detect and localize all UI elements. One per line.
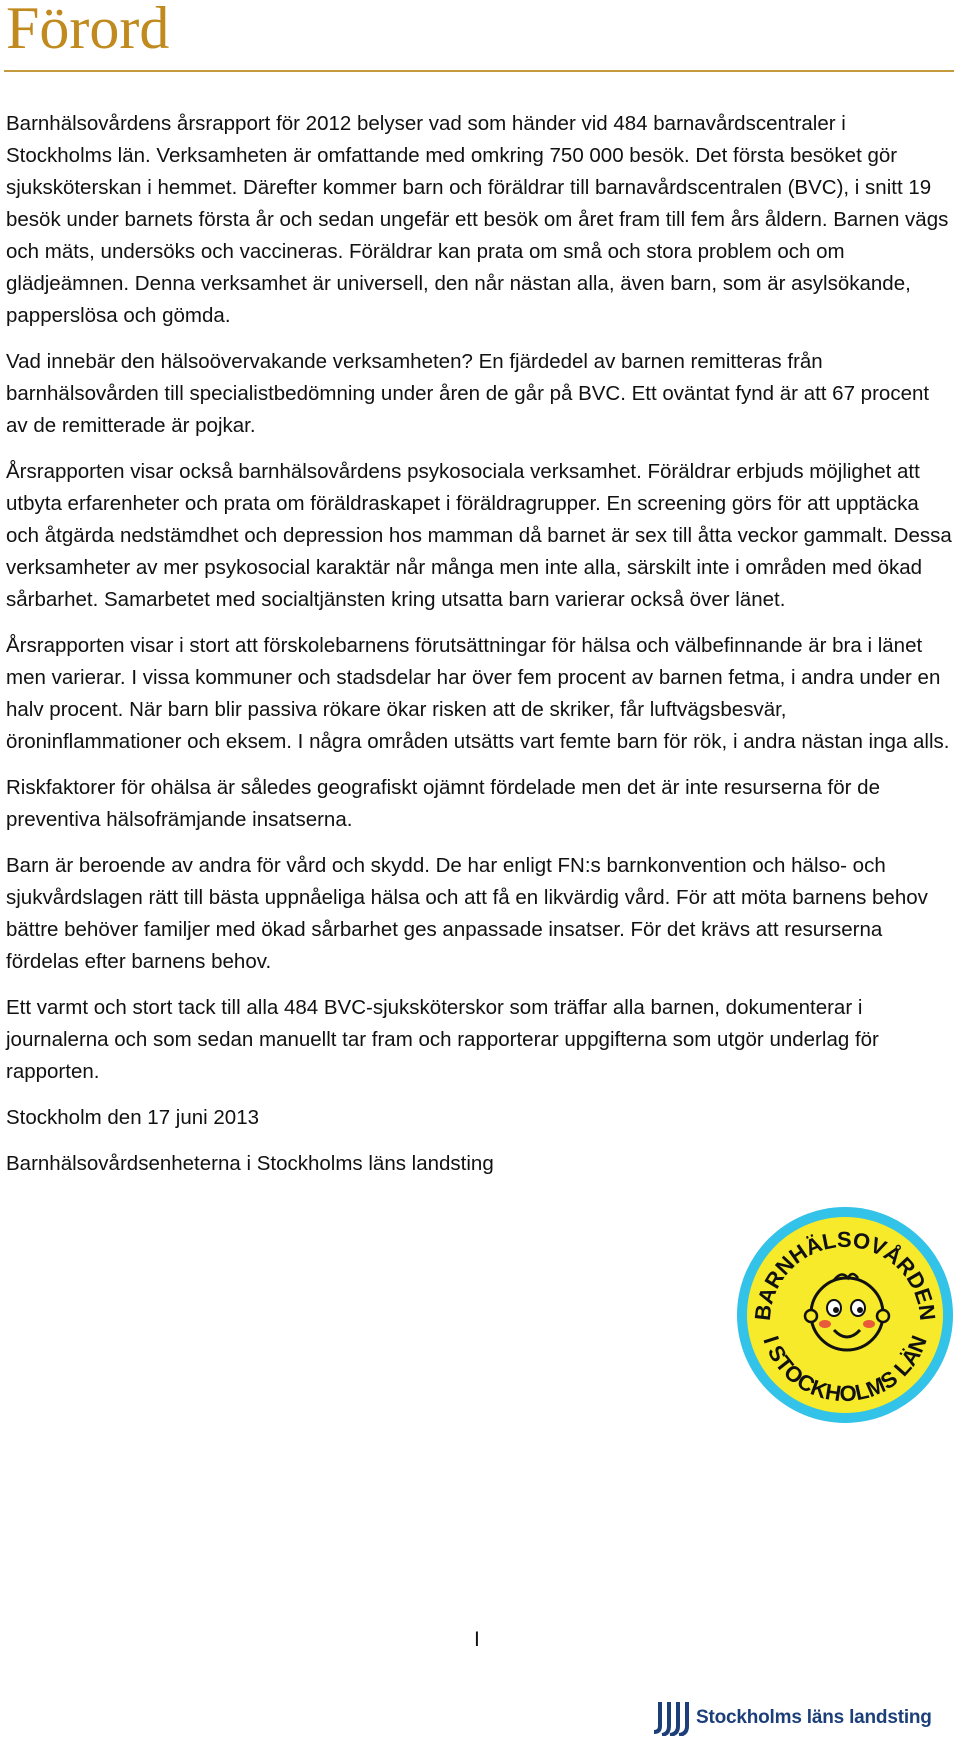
foreword-body [6, 108, 956, 1194]
paragraph-psychosocial: Årsrapporten visar också barnhälsovårdens psykosociala verksamhet. Föräldrar erbjuds möjlighet att utbyta erfarenheter och prata om föräldraskapet i föräldragrupper. En screening görs för att upptäcka och åtgärda nedstämdhet och depression hos mamman då barnet är sex till åtta veckor gammalt. Dessa verksamheter av mer psykosocial karaktär når många men inte alla, särskilt inte i områden med ökad sårbarhet. Samarbetet med socialtjänsten kring utsatta barn varierar också över länet. [6, 460, 952, 611]
logo-bottom-text: I STOCKHOLMS LÄN [758, 1332, 932, 1407]
barnhalsovarden-logo [734, 1204, 956, 1426]
page-number: I [474, 1628, 480, 1651]
page-title: Förord [6, 0, 170, 61]
paragraph-child-rights: Barn är beroende av andra för vård och skydd. De har enligt FN:s barnkonvention och hälso- och sjukvårdslagen rätt till bästa uppnåeliga hälsa och att få en likvärdig vård. För att möta barnens behov bättre behöver familjer med ökad sårbarhet ges anpassade insatser. För det krävs att resurserna fördelas efter barnens behov. [6, 854, 928, 973]
paragraph-thanks: Ett varmt och stort tack till alla 484 BVC-sjuksköterskor som träffar alla barnen, dokumenterar i journalerna och som sedan manuellt tar fram och rapporterar uppgifterna som utgör underlag för rapporten. [6, 996, 879, 1083]
footer-logo [652, 1698, 952, 1738]
paragraph-risk-factors: Riskfaktorer för ohälsa är således geografiskt ojämnt fördelade men det är inte resurserna för de preventiva hälsofrämjande insatserna. [6, 776, 880, 831]
paragraph-health-conditions: Årsrapporten visar i stort att förskolebarnens förutsättningar för hälsa och välbefinnande är bra i länet men varierar. I vissa kommuner och stadsdelar har över fem procent av barnen fetma, i andra under en halv procent. När barn blir passiva rökare ökar risken att de skriker, får luftvägsbesvär, öroninflammationer och eksem. I några områden utsätts vart femte barn för rök, i andra nästan inga alls. [6, 634, 950, 753]
place-date: Stockholm den 17 juni 2013 [6, 1106, 260, 1129]
paragraph-intro: Barnhälsovårdens årsrapport för 2012 belyser vad som händer vid 484 barnavårdscentraler i Stockholms län. Verksamheten är omfattande med omkring 750 000 besök. Det första besöket gör sjuksköterskan i hemmet. Därefter kommer barn och föräldrar till barnavårdscentralen (BVC), i snitt 19 besök under barnets första år och sedan ungefär ett besök om året fram till fem års åldern. Barnen vägs och mäts, undersöks och vaccineras. Föräldrar kan prata om små och stora problem och om glädjeämnen. Denna verksamhet är universell, den når nästan alla, även barn, som är asylsökande, papperslösa och gömda. [6, 112, 949, 327]
paragraph-surveillance: Vad innebär den hälsoövervakande verksamheten? En fjärdedel av barnen remitteras från barnhälsovården till specialistbedömning under åren de går på BVC. Ett oväntat fynd är att 67 procent av de remitterade är pojkar. [6, 350, 930, 437]
logo-top-text: BARNHÄLSOVÅRDEN [749, 1226, 941, 1322]
signature: Barnhälsovårdsenheterna i Stockholms läns landsting [6, 1152, 494, 1175]
footer-org-name: Stockholms läns landsting [696, 1707, 932, 1728]
title-underline [4, 70, 954, 72]
sll-logo-icon [652, 1700, 692, 1736]
